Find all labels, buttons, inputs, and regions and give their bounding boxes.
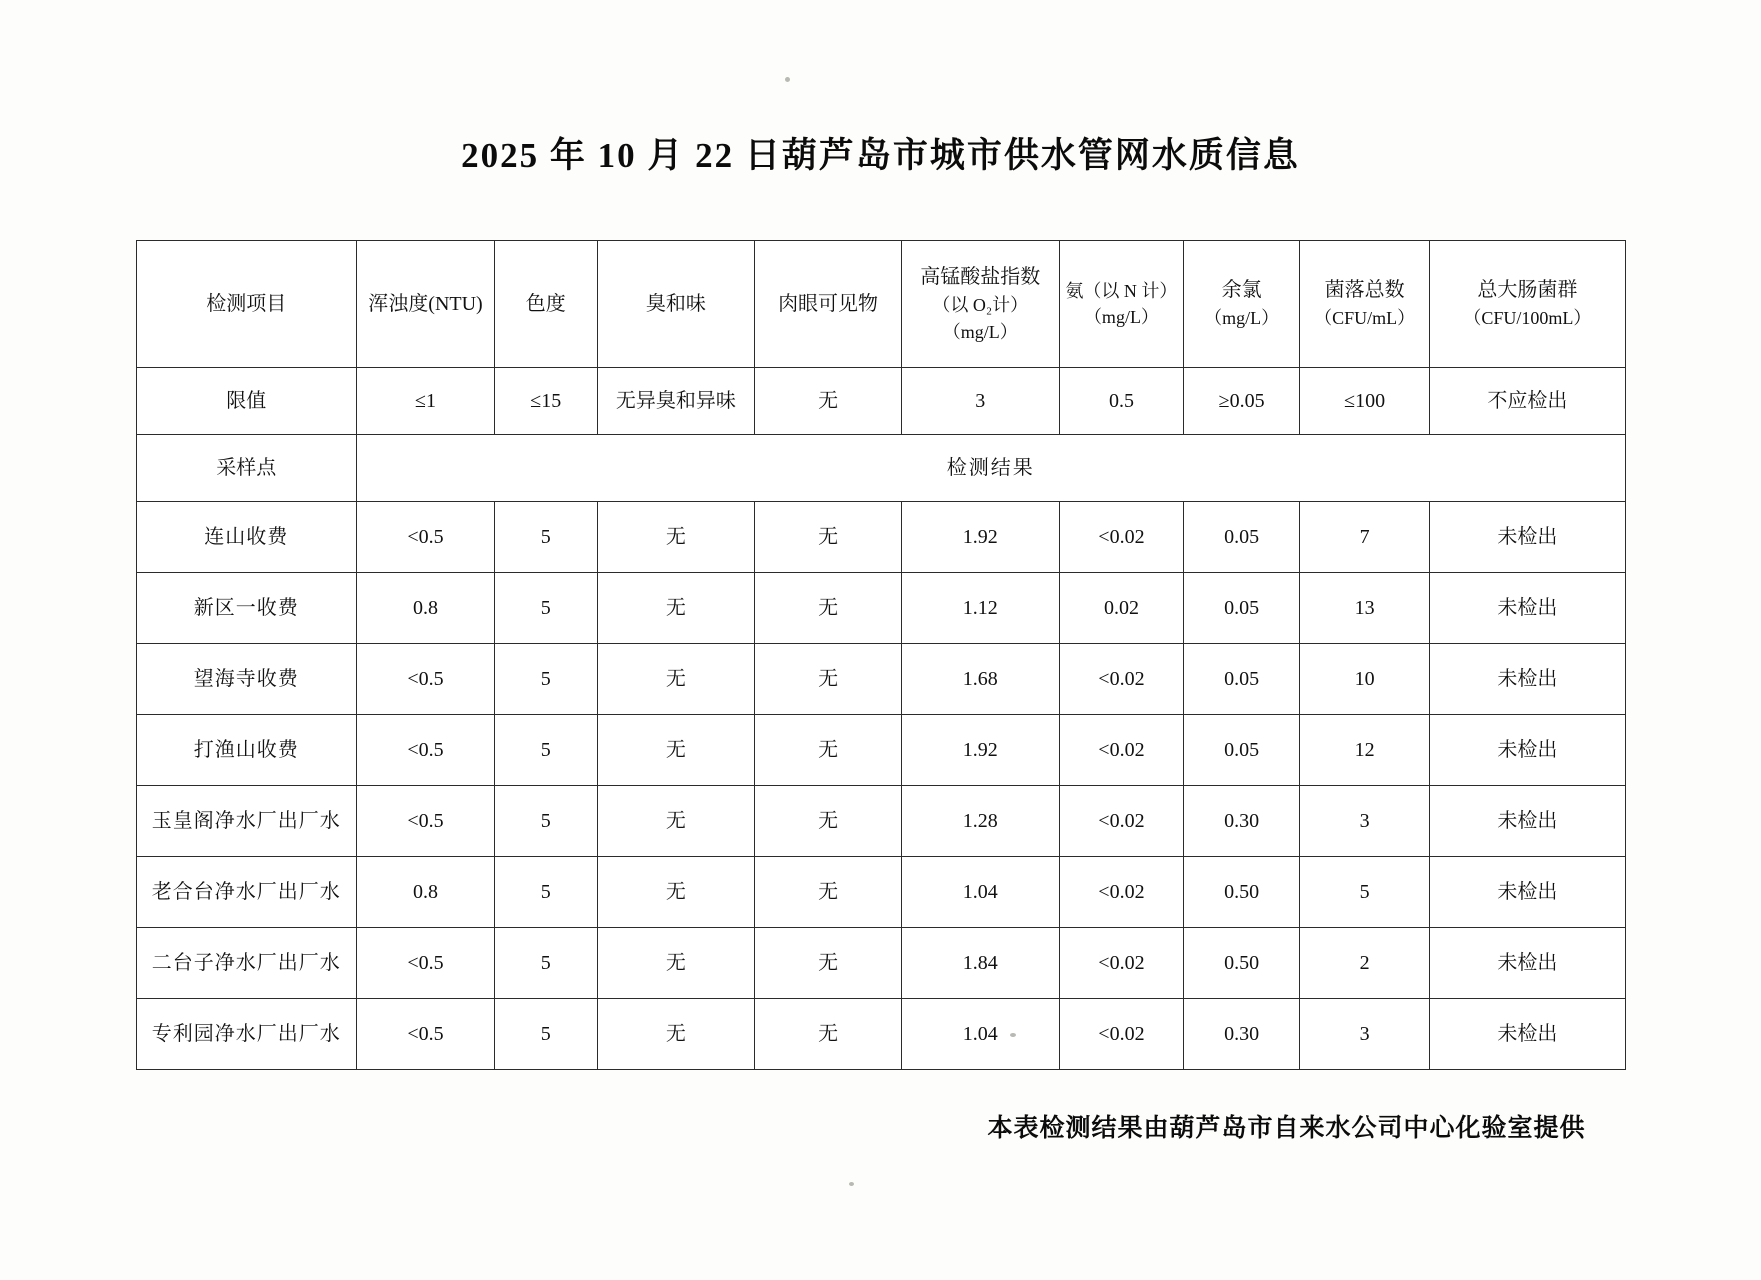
header-cell-turbidity bbox=[357, 241, 495, 368]
header-cell-ammonia bbox=[1059, 241, 1184, 368]
cell-ammonia: <0.02 bbox=[1059, 999, 1184, 1070]
header-line-3: （mg/L） bbox=[942, 321, 1018, 342]
cell-total-coliform: 未检出 bbox=[1430, 857, 1625, 928]
cell-turbidity: <0.5 bbox=[357, 928, 495, 999]
cell-odor: 无 bbox=[597, 644, 755, 715]
cell-odor: 无 bbox=[597, 502, 755, 573]
cell-residual-chlorine: 0.50 bbox=[1184, 857, 1300, 928]
table-row bbox=[136, 928, 1625, 999]
test-result-label: 检测结果 bbox=[357, 435, 1625, 502]
cell-residual-chlorine: 0.30 bbox=[1184, 999, 1300, 1070]
cell-ammonia: <0.02 bbox=[1059, 857, 1184, 928]
cell-permanganate-index: 1.04 bbox=[901, 857, 1059, 928]
limit-value: 3 bbox=[901, 368, 1059, 435]
cell-colony-count: 13 bbox=[1300, 573, 1430, 644]
limit-value: 无 bbox=[755, 368, 902, 435]
cell-ammonia: 0.02 bbox=[1059, 573, 1184, 644]
cell-turbidity: <0.5 bbox=[357, 502, 495, 573]
water-quality-table bbox=[136, 240, 1626, 1070]
cell-visible-matter: 无 bbox=[755, 786, 902, 857]
cell-visible-matter: 无 bbox=[755, 502, 902, 573]
cell-total-coliform: 未检出 bbox=[1430, 786, 1625, 857]
cell-turbidity: <0.5 bbox=[357, 999, 495, 1070]
cell-total-coliform: 未检出 bbox=[1430, 573, 1625, 644]
cell-ammonia: <0.02 bbox=[1059, 786, 1184, 857]
cell-visible-matter: 无 bbox=[755, 573, 902, 644]
header-line-1: 浑浊度(NTU) bbox=[368, 292, 483, 315]
header-cell-chroma bbox=[494, 241, 597, 368]
cell-colony-count: 12 bbox=[1300, 715, 1430, 786]
cell-turbidity: <0.5 bbox=[357, 786, 495, 857]
table-row bbox=[136, 857, 1625, 928]
header-line-1: 高锰酸盐指数 bbox=[920, 266, 1041, 289]
header-line-1: 肉眼可见物 bbox=[778, 292, 879, 315]
table-row-sampling-header bbox=[136, 435, 1625, 502]
cell-total-coliform: 未检出 bbox=[1430, 928, 1625, 999]
cell-colony-count: 5 bbox=[1300, 857, 1430, 928]
scan-speck bbox=[849, 1182, 854, 1186]
table-row bbox=[136, 999, 1625, 1070]
scan-speck bbox=[785, 77, 790, 82]
table-row bbox=[136, 786, 1625, 857]
table-header bbox=[136, 241, 1625, 368]
table-row-limit bbox=[136, 368, 1625, 435]
sampling-point: 新区一收费 bbox=[136, 573, 357, 644]
cell-residual-chlorine: 0.50 bbox=[1184, 928, 1300, 999]
sampling-point: 望海寺收费 bbox=[136, 644, 357, 715]
cell-chroma: 5 bbox=[494, 715, 597, 786]
cell-permanganate-index: 1.92 bbox=[901, 502, 1059, 573]
water-quality-table-wrapper bbox=[136, 240, 1626, 1070]
limit-value: ≤100 bbox=[1300, 368, 1430, 435]
limit-value: ≤1 bbox=[357, 368, 495, 435]
table-row bbox=[136, 644, 1625, 715]
cell-permanganate-index: 1.28 bbox=[901, 786, 1059, 857]
header-line-1: 色度 bbox=[525, 292, 566, 315]
cell-permanganate-index: 1.04 bbox=[901, 999, 1059, 1070]
sampling-point: 玉皇阁净水厂出厂水 bbox=[136, 786, 357, 857]
sampling-point: 二台子净水厂出厂水 bbox=[136, 928, 357, 999]
table-body bbox=[136, 368, 1625, 1070]
limit-value: ≤15 bbox=[494, 368, 597, 435]
header-line-2: （CFU/mL） bbox=[1314, 308, 1416, 329]
cell-colony-count: 3 bbox=[1300, 786, 1430, 857]
cell-residual-chlorine: 0.05 bbox=[1184, 715, 1300, 786]
cell-visible-matter: 无 bbox=[755, 715, 902, 786]
cell-chroma: 5 bbox=[494, 928, 597, 999]
header-line-1: 氨（以 N 计） bbox=[1065, 280, 1178, 301]
limit-value: 0.5 bbox=[1059, 368, 1184, 435]
limit-value: 不应检出 bbox=[1430, 368, 1625, 435]
table-row bbox=[136, 502, 1625, 573]
header-cell-permanganate-index bbox=[901, 241, 1059, 368]
cell-total-coliform: 未检出 bbox=[1430, 715, 1625, 786]
header-line-1: 臭和味 bbox=[645, 292, 706, 315]
cell-visible-matter: 无 bbox=[755, 857, 902, 928]
sampling-point-label: 采样点 bbox=[136, 435, 357, 502]
cell-permanganate-index: 1.84 bbox=[901, 928, 1059, 999]
cell-chroma: 5 bbox=[494, 573, 597, 644]
cell-residual-chlorine: 0.05 bbox=[1184, 573, 1300, 644]
cell-turbidity: 0.8 bbox=[357, 573, 495, 644]
cell-residual-chlorine: 0.05 bbox=[1184, 502, 1300, 573]
sampling-point: 专利园净水厂出厂水 bbox=[136, 999, 357, 1070]
table-header-row bbox=[136, 241, 1625, 368]
cell-odor: 无 bbox=[597, 715, 755, 786]
cell-total-coliform: 未检出 bbox=[1430, 502, 1625, 573]
cell-colony-count: 2 bbox=[1300, 928, 1430, 999]
header-cell-item bbox=[136, 241, 357, 368]
cell-colony-count: 10 bbox=[1300, 644, 1430, 715]
cell-odor: 无 bbox=[597, 928, 755, 999]
cell-total-coliform: 未检出 bbox=[1430, 644, 1625, 715]
header-line-1: 余氯 bbox=[1221, 279, 1262, 302]
cell-chroma: 5 bbox=[494, 502, 597, 573]
header-cell-visible-matter bbox=[755, 241, 902, 368]
page-title: 2025 年 10 月 22 日葫芦岛市城市供水管网水质信息 bbox=[461, 136, 1300, 175]
cell-odor: 无 bbox=[597, 857, 755, 928]
table-row bbox=[136, 715, 1625, 786]
header-line-1: 菌落总数 bbox=[1324, 279, 1405, 302]
scan-speck bbox=[1010, 1033, 1016, 1037]
cell-chroma: 5 bbox=[494, 786, 597, 857]
cell-ammonia: <0.02 bbox=[1059, 644, 1184, 715]
limit-label: 限值 bbox=[136, 368, 357, 435]
limit-value: ≥0.05 bbox=[1184, 368, 1300, 435]
sampling-point: 连山收费 bbox=[136, 502, 357, 573]
cell-turbidity: 0.8 bbox=[357, 857, 495, 928]
cell-ammonia: <0.02 bbox=[1059, 928, 1184, 999]
cell-turbidity: <0.5 bbox=[357, 715, 495, 786]
cell-odor: 无 bbox=[597, 573, 755, 644]
cell-permanganate-index: 1.92 bbox=[901, 715, 1059, 786]
cell-turbidity: <0.5 bbox=[357, 644, 495, 715]
header-line-1: 检测项目 bbox=[206, 292, 287, 315]
header-line-2: （mg/L） bbox=[1083, 307, 1159, 327]
cell-ammonia: <0.02 bbox=[1059, 715, 1184, 786]
header-cell-odor bbox=[597, 241, 755, 368]
cell-colony-count: 3 bbox=[1300, 999, 1430, 1070]
header-cell-colony-count bbox=[1300, 241, 1430, 368]
cell-chroma: 5 bbox=[494, 999, 597, 1070]
cell-residual-chlorine: 0.30 bbox=[1184, 786, 1300, 857]
cell-chroma: 5 bbox=[494, 644, 597, 715]
cell-visible-matter: 无 bbox=[755, 999, 902, 1070]
header-cell-residual-chlorine bbox=[1184, 241, 1300, 368]
header-line-1: 总大肠菌群 bbox=[1477, 279, 1578, 302]
limit-value: 无异臭和异味 bbox=[597, 368, 755, 435]
cell-ammonia: <0.02 bbox=[1059, 502, 1184, 573]
header-cell-total-coliform bbox=[1430, 241, 1625, 368]
cell-permanganate-index: 1.68 bbox=[901, 644, 1059, 715]
footnote: 本表检测结果由葫芦岛市自来水公司中心化验室提供 bbox=[987, 1115, 1586, 1142]
cell-residual-chlorine: 0.05 bbox=[1184, 644, 1300, 715]
sampling-point: 老合台净水厂出厂水 bbox=[136, 857, 357, 928]
cell-odor: 无 bbox=[597, 999, 755, 1070]
table-row bbox=[136, 573, 1625, 644]
cell-visible-matter: 无 bbox=[755, 928, 902, 999]
cell-total-coliform: 未检出 bbox=[1430, 999, 1625, 1070]
cell-colony-count: 7 bbox=[1300, 502, 1430, 573]
cell-visible-matter: 无 bbox=[755, 644, 902, 715]
cell-odor: 无 bbox=[597, 786, 755, 857]
header-line-2: （CFU/100mL） bbox=[1463, 308, 1592, 329]
header-line-2: （以 O₂计） bbox=[932, 295, 1029, 316]
cell-chroma: 5 bbox=[494, 857, 597, 928]
sampling-point: 打渔山收费 bbox=[136, 715, 357, 786]
cell-permanganate-index: 1.12 bbox=[901, 573, 1059, 644]
header-line-2: （mg/L） bbox=[1204, 308, 1280, 329]
